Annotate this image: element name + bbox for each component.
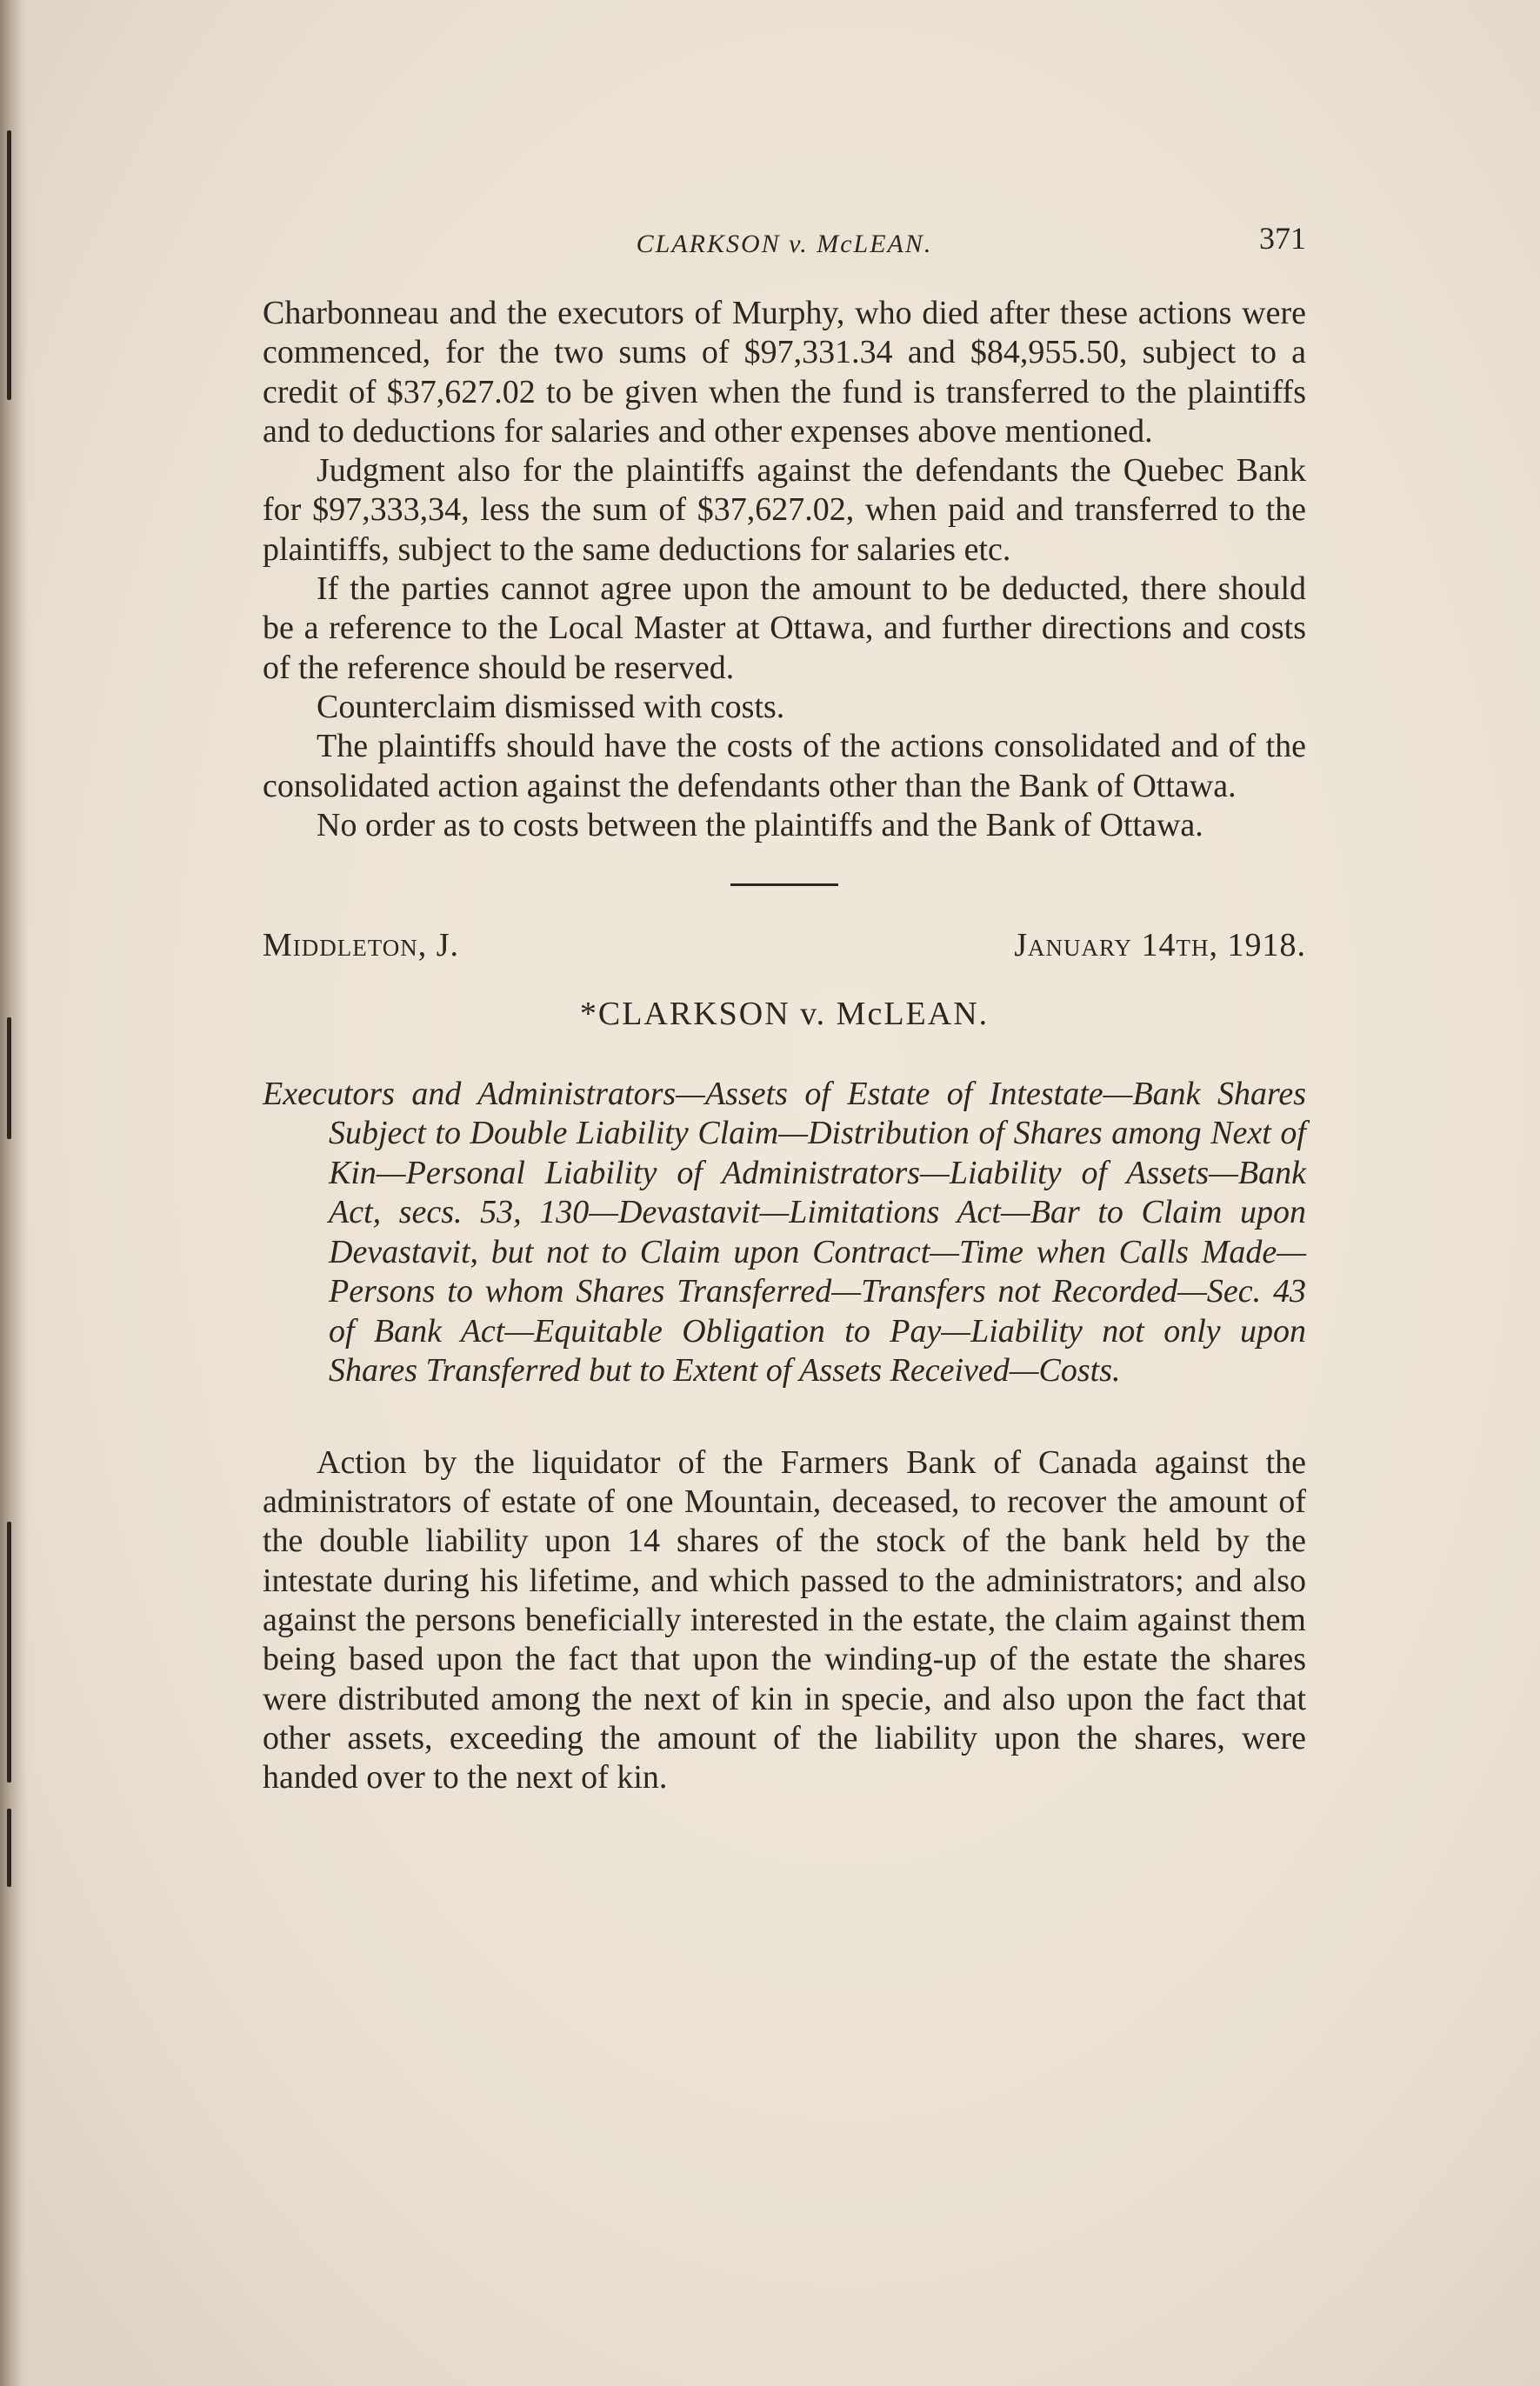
running-title: CLARKSON v. McLEAN.	[636, 230, 933, 258]
page-binding-edge	[0, 0, 30, 2386]
case-title: *CLARKSON v. McLEAN.	[579, 996, 990, 1033]
paragraph: Counterclaim dismissed with costs.	[317, 688, 785, 725]
binding-mark	[7, 130, 11, 400]
paragraph: Charbonneau and the executors of Murphy, who died after these actions were commenced, for the two sums of $97,331.34 and $84,955.50, subject to a credit of $37,627.02 to be given when the fund is transferred to the plaintiffs and to deductions for salaries and other expenses above mentioned.	[263, 295, 1306, 450]
headnote: Executors and Administrators—Assets of Estate of Intestate—Bank Shares Subject to Double Liability Claim—Distribution of Shares among Next of Kin—Personal Liability of Administrators—Liability of Assets—Bank Act, secs. 53, 130—Devastavit—Limitations Act—Bar to Claim upon Devastavit, but not to Claim upon Contract—Time when Calls Made—Persons to whom Shares Transferred—Transfers not Recorded—Sec. 43 of Bank Act—Equitable Obligation to Pay—Liability not only upon Shares Transferred but to Extent of Assets Received—Costs.	[263, 1075, 1306, 1390]
binding-mark	[7, 1017, 11, 1139]
binding-mark	[7, 1522, 11, 1783]
page-number: 371	[1259, 221, 1306, 256]
binding-mark	[7, 1809, 11, 1887]
paragraph: Judgment also for the plaintiffs against the defendants the Quebec Bank for $97,333,34, less the sum of $37,627.02, when paid and transferred to the plaintiffs, subject to the same deductions for salaries etc.	[263, 452, 1306, 568]
running-head	[263, 217, 1306, 257]
byline	[263, 926, 1306, 965]
paragraph: The plaintiffs should have the costs of the actions consolidated and of the consolidated action against the defendants other than the Bank of Ottawa.	[263, 728, 1306, 804]
body-paragraph: Action by the liquidator of the Farmers Bank of Canada against the administrators of estate of one Mountain, deceased, to recover the amount of the double liability upon 14 shares of the stock of the bank held by the intestate during his lifetime, and which passed to the administrators; and also against the persons beneficially interested in the estate, the claim against them being based upon the fact that upon the winding-up of the estate the shares were distributed among the next of kin in specie, and also upon the fact that other assets, exceeding the amount of the liability upon the shares, were handed over to the next of kin.	[263, 1443, 1306, 1796]
paragraph: If the parties cannot agree upon the amount to be deducted, there should be a reference to the Local Master at Ottawa, and further directions and costs of the reference should be reserved.	[263, 570, 1306, 686]
paragraph: No order as to costs between the plaintiffs and the Bank of Ottawa.	[317, 806, 1203, 843]
page-content	[263, 217, 1306, 1797]
judgment-date: January 14th, 1918.	[1014, 927, 1306, 964]
section-divider	[730, 883, 838, 886]
judge-name: Middleton, J.	[263, 927, 460, 964]
